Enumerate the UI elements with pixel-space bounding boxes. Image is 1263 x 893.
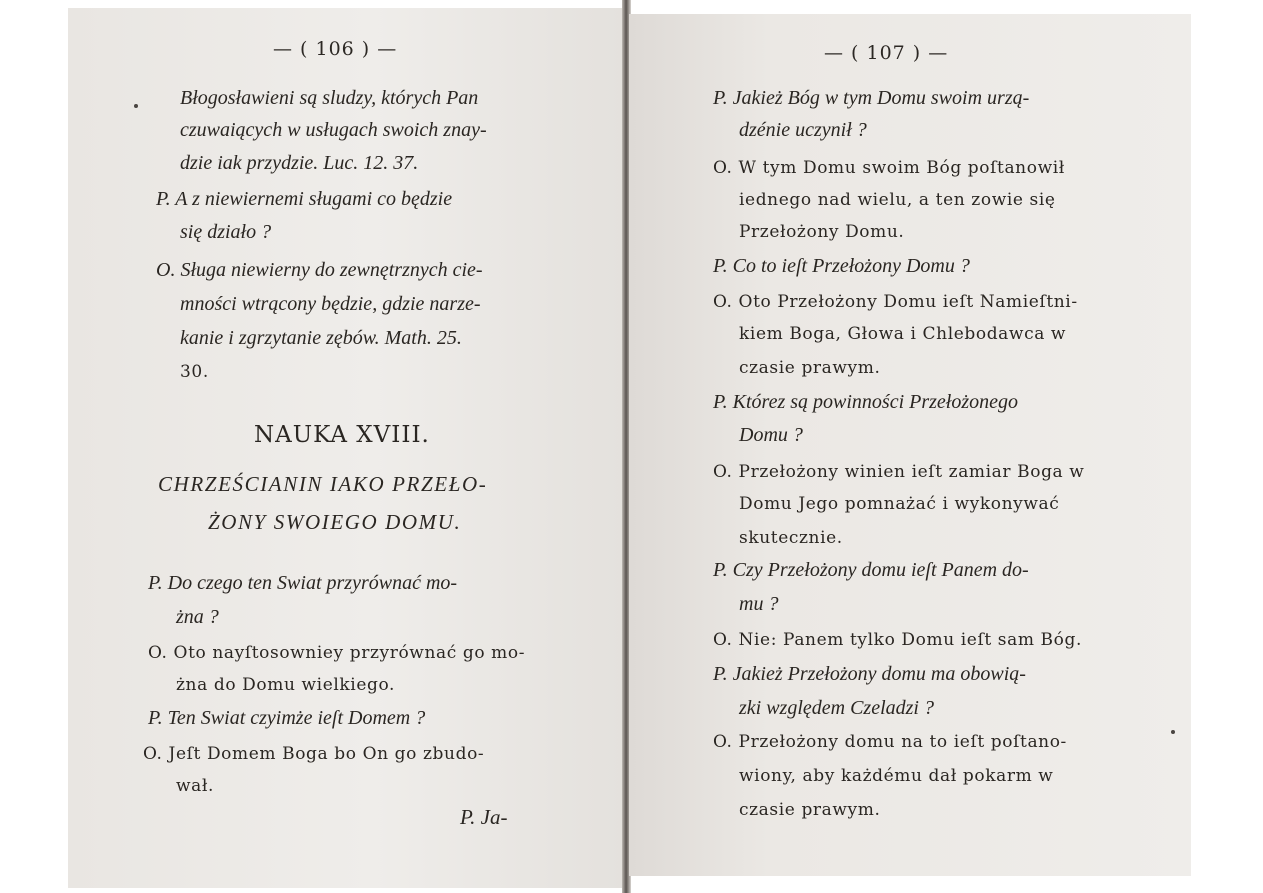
text-line: skutecznie. <box>739 528 843 548</box>
text-line: P. A z niewiernemi sługami co będzie <box>156 188 453 210</box>
section-subheading-line2: ŻONY SWOIEGO DOMU. <box>208 510 462 534</box>
text-line: O. Nie: Panem tylko Domu ieſt sam Bóg. <box>713 630 1082 650</box>
text-line: 30. <box>180 362 209 382</box>
text-line: iednego nad wielu, a ten zowie się <box>739 190 1056 210</box>
paper-speck <box>134 104 138 108</box>
text-line: czasie prawym. <box>739 358 881 378</box>
left-page <box>68 8 623 888</box>
text-line: się działo ? <box>180 221 272 243</box>
section-subheading-line1: CHRZEŚCIANIN IAKO PRZEŁO- <box>158 472 488 496</box>
text-line: P. Co to ieſt Przełożony Domu ? <box>713 255 970 277</box>
text-line: żna ? <box>176 606 219 628</box>
text-line: P. Jakież Bóg w tym Domu swoim urzą- <box>713 87 1030 109</box>
right-page <box>629 14 1191 876</box>
text-line: O. W tym Domu swoim Bóg poſtanowił <box>713 158 1065 178</box>
text-line: zki względem Czeladzi ? <box>739 697 934 719</box>
text-line: kiem Boga, Głowa i Chlebodawca w <box>739 324 1067 344</box>
text-line: O. Jeſt Domem Boga bo On go zbudo- <box>143 744 485 764</box>
text-line: dzénie uczynił ? <box>739 119 867 141</box>
text-line: P. Którez są powinności Przełożonego <box>713 391 1019 413</box>
text-line: O. Oto Przełożony Domu ieſt Namieſtni- <box>713 292 1078 312</box>
text-line: czasie prawym. <box>739 800 881 820</box>
text-line: P. Jakież Przełożony domu ma obowią- <box>713 663 1026 685</box>
text-line: P. Ten Swiat czyimże ieſt Domem ? <box>148 707 426 729</box>
text-line: O. Sługa niewierny do zewnętrznych cie- <box>156 259 483 281</box>
text-line: wał. <box>176 776 215 796</box>
catchword: P. Ja- <box>460 805 508 829</box>
text-line: O. Oto nayſtosowniey przyrównać go mo- <box>148 643 526 663</box>
text-line: wiony, aby każdému dał pokarm w <box>739 766 1054 786</box>
page-header-106: — ( 106 ) — <box>273 38 398 60</box>
text-line: Domu ? <box>739 424 803 446</box>
text-line: P. Do czego ten Swiat przyrównać mo- <box>148 572 458 594</box>
text-line: Błogosławieni są sludzy, których Pan <box>180 87 479 109</box>
text-line: Przełożony Domu. <box>739 222 905 242</box>
text-line: O. Przełożony domu na to ieſt poſtano- <box>713 732 1067 752</box>
text-line: O. Przełożony winien ieſt zamiar Boga w <box>713 462 1085 482</box>
text-line: żna do Domu wielkiego. <box>176 675 396 695</box>
page-header-107: — ( 107 ) — <box>824 42 949 64</box>
section-heading: NAUKA XVIII. <box>254 422 430 448</box>
text-line: czuwaiących w usługach swoich znay- <box>180 119 487 141</box>
paper-speck <box>1171 730 1175 734</box>
text-line: mności wtrącony będzie, gdzie narze- <box>180 293 481 315</box>
text-line: dzie iak przydzie. Luc. 12. 37. <box>180 152 419 174</box>
text-line: kanie i zgrzytanie zębów. Math. 25. <box>180 327 462 349</box>
text-line: Domu Jego pomnażać i wykonywać <box>739 494 1060 514</box>
text-line: mu ? <box>739 593 779 615</box>
text-line: P. Czy Przełożony domu ieſt Panem do- <box>713 559 1029 581</box>
